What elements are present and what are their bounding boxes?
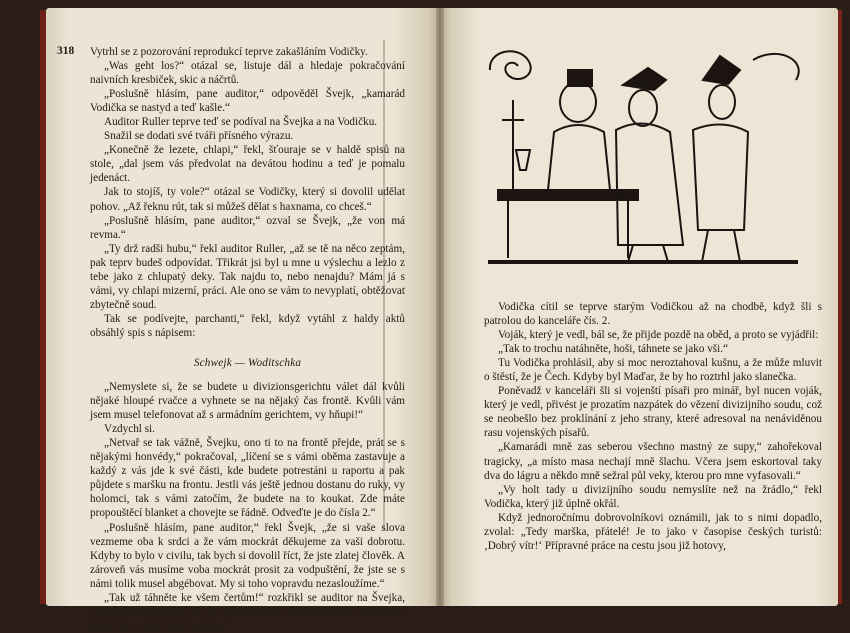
paragraph: Tak se podívejte, parchanti,“ řekl, když vytáhl z haldy aktů obsáhlý spis s nápisem: bbox=[90, 312, 405, 339]
paragraph: „Kamarádi mně zas seberou všechno mastný ze supy,“ zahořekoval tragicky, „a místo masa nechají mně šlachu. Včera jsem eskortoval taky dva do lágru a někdo mně sežral půl veky, kterou pro mne vyfasovali.“ bbox=[484, 441, 822, 482]
book-gutter bbox=[436, 8, 444, 606]
paragraph: Poněvadž v kanceláři šli si vojenští písaři pro minář, byl nucen voják, který je vedl, přivést je prozatím nazpátek do vězení divizijního soudu, což se neobešlo bez proklínání z jeho strany, které adresoval na nenáviděnou rasu vojenských písařů. bbox=[484, 385, 822, 440]
paragraph: „Nemyslete si, že se budete u divizionsgerichtu válet dál kvůli nějaké hloupé rvačce a vyhnete se na nějaký čas frontě. Kvůli vám jsem musel telefonovat až s armádním gerichtem, vy hňupi!“ bbox=[90, 381, 405, 422]
paragraph: „Poslušně hlásím, pane auditor,“ řekl Švejk, „že si vaše slova vezmeme oba k srdci a že vám mockrát děkujeme za vaši dobrotu. Kdyby to bylo v civilu, tak bych si dovolil říct, že jste zlatej člověk. A zároveň vás musíme voba mockrát prosit za vodpuštění, že jste se s námi tolik musel abgébovat. My si toho vopravdu nezasloužíme.“ bbox=[90, 521, 405, 590]
page-number: 318 bbox=[57, 45, 75, 57]
paragraph: Vytrhl se z pozorování reprodukcí teprve zakašláním Vodičky. bbox=[90, 46, 368, 58]
paragraph: „Tak to trochu natáhněte, hoši, táhnete se jako vši.“ bbox=[498, 343, 729, 356]
paragraph: „Was geht los?“ otázal se, listuje dál a hledaje pokračování naivních kresbiček, skic a náčrtů. bbox=[90, 60, 405, 87]
paragraph: Když jednoročnímu dobrovolníkovi oznámili, jak to s nimi dopadlo, zvolal: „Tedy marška, přátelé! Je to jako v časopise českých turistů: ‚Dobrý vítr!‘ Přípravné práce na cestu jsou již hotovy, bbox=[484, 511, 822, 552]
section-heading: Schwejk — Woditschka bbox=[193, 356, 302, 369]
paragraph: „Netvař se tak vážně, Švejku, ono ti to na frontě přejde, prát se s nějakými honvédy,“ pokračoval, „líčení se s vámi oběma zastavuje a každý z vás jde k své části, kde budete potrestáni u raportu a pak půjdete s maršku na frontu. Jestli vás ještě jednou dostanu do ruky, vy holomci, tak s vámi zatočím, že budete na to koukat. Zde máte propouštěcí blanket a chovejte se řádně. Odveďte je do čísla 2.“ bbox=[90, 437, 405, 520]
paragraph: Vzdychl si. bbox=[104, 423, 155, 436]
paragraph: Voják, který je vedl, bál se, že přijde pozdě na oběd, a proto se vyjádřil: bbox=[498, 329, 819, 342]
paragraph: Snažil se dodati své tváři přísného výrazu. bbox=[104, 130, 294, 143]
paragraph: „Tak už táhněte ke všem čertům!“ rozkřikl se auditor na Švejka, „nebýt toho, že se za vás oba přimluvil pan obrst Schröder, tak nevím, jak by to s vámi bylo dopadlo.“ bbox=[90, 591, 405, 632]
paragraph: „Poslušně hlásím, pane auditor,“ odpověděl Švejk, „kamarád Vodička se nastyd a teď kašle.“ bbox=[90, 88, 405, 115]
left-page-text bbox=[90, 45, 405, 633]
paragraph: „Ty drž radši hubu,“ řekl auditor Ruller, „až se tě na něco zeptám, pak teprv budeš odpovídat. Třikrát jsi byl u mne u výslechu a lezlo z tebe jako z chlupatý deky. Tak najdu to, nebo nenajdu? Mám já s vámi, vy chlapi mizerní, práci. Ale ono se vám to nevyplatí, obtěžovat zbytečně soud. bbox=[90, 242, 405, 311]
right-page-text bbox=[484, 300, 822, 553]
paragraph: „Konečně že lezete, chlapi,“ řekl, šťouraje se v haldě spisů na stole, „dal jsem vás předvolat na devátou hodinu a teď je pomalu jedenáct. bbox=[90, 144, 405, 185]
paragraph: „Poslušně hlásím, pane auditor,“ ozval se Švejk, „že von má revma.“ bbox=[90, 214, 405, 241]
paragraph: Tu Vodička prohlásil, aby si moc neroztahoval kušnu, a že může mluvit o štěstí, že je Čech. Kdyby byl Maďar, že by ho roztrhl jako slanečka. bbox=[484, 357, 822, 384]
paragraph: Auditor Ruller teprve teď se podíval na Švejka a na Vodičku. bbox=[104, 116, 378, 129]
paragraph: Vodička cítil se teprve starým Vodičkou až na chodbě, když šli s patrolou do kanceláře čís. 2. bbox=[484, 301, 822, 328]
paragraph: „Vy holt tady u divizijního soudu nemyslíte než na žrádlo,“ řekl Vodička, který již úplně okřál. bbox=[484, 483, 822, 510]
illustration bbox=[478, 40, 818, 274]
paragraph: Jak to stojíš, ty vole?“ otázal se Vodičky, který si dovolil udělat pohov. „Až řeknu rút, tak si můžeš dělat s haxnama, co chceš.“ bbox=[90, 186, 405, 213]
